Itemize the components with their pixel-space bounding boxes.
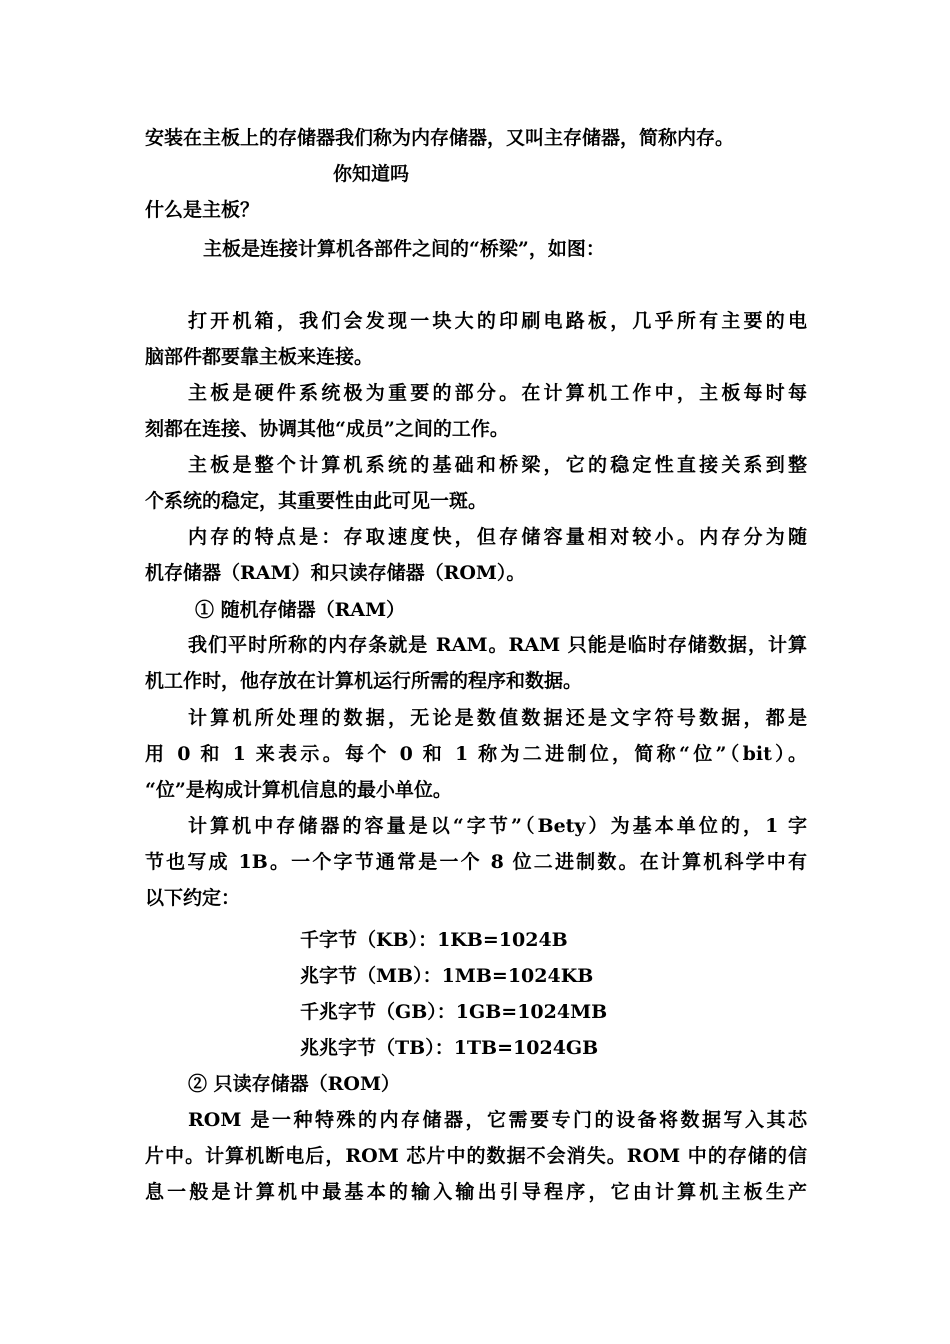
paragraph-line: 息一般是计算机中最基本的输入输出引导程序，它由计算机主板生产 <box>145 1181 807 1203</box>
paragraph-line: 以下约定： <box>145 887 241 909</box>
section-heading-did-you-know: 你知道吗 <box>333 163 410 185</box>
paragraph-line: 脑部件都要靠主板来连接。 <box>145 346 374 368</box>
ram-subheading: ① 随机存储器（RAM） <box>195 599 406 621</box>
paragraph-line: 片中。计算机断电后，ROM 芯片中的数据不会消失。ROM 中的存储的信 <box>145 1145 807 1167</box>
rom-subheading: ② 只读存储器（ROM） <box>188 1073 400 1095</box>
paragraph-line: 主板是整个计算机系统的基础和桥梁，它的稳定性直接关系到整 <box>188 454 807 476</box>
paragraph-line: 个系统的稳定，其重要性由此可见一斑。 <box>145 490 488 512</box>
paragraph-line: 刻都在连接、协调其他“成员”之间的工作。 <box>145 418 509 440</box>
paragraph-line: 机工作时，他存放在计算机运行所需的程序和数据。 <box>145 670 583 692</box>
paragraph-line: 内存的特点是：存取速度快，但存储容量相对较小。内存分为随 <box>188 526 807 548</box>
paragraph-line: 打开机箱，我们会发现一块大的印刷电路板，几乎所有主要的电 <box>188 310 807 332</box>
paragraph-line: 计算机所处理的数据，无论是数值数据还是文字符号数据，都是 <box>188 707 807 729</box>
paragraph-line: “位”是构成计算机信息的最小单位。 <box>145 779 452 801</box>
unit-mb: 兆字节（MB）：1MB=1024KB <box>300 965 594 987</box>
paragraph-line: 主板是硬件系统极为重要的部分。在计算机工作中，主板每时每 <box>188 382 807 404</box>
motherboard-bridge-sentence: 主板是连接计算机各部件之间的“桥梁”，如图： <box>203 238 605 260</box>
paragraph-line: 计算机中存储器的容量是以“字节”（Bety）为基本单位的，1 字 <box>188 815 807 837</box>
paragraph-line: 节也写成 1B。一个字节通常是一个 8 位二进制数。在计算机科学中有 <box>145 851 807 873</box>
paragraph-line: ROM 是一种特殊的内存储器，它需要专门的设备将数据写入其芯 <box>188 1109 807 1131</box>
unit-gb: 千兆字节（GB）：1GB=1024MB <box>300 1001 608 1023</box>
paragraph-line: 我们平时所称的内存条就是 RAM。RAM 只能是临时存储数据，计算 <box>188 634 807 656</box>
question-what-is-motherboard: 什么是主板？ <box>145 199 260 221</box>
paragraph-line: 机存储器（RAM）和只读存储器（ROM）。 <box>145 562 526 584</box>
intro-sentence: 安装在主板上的存储器我们称为内存储器，又叫主存储器，简称内存。 <box>145 127 735 149</box>
unit-kb: 千字节（KB）：1KB=1024B <box>300 929 568 951</box>
unit-tb: 兆兆字节（TB）：1TB=1024GB <box>300 1037 599 1059</box>
paragraph-line: 用 0 和 1 来表示。每个 0 和 1 称为二进制位，简称“位”（bit）。 <box>145 743 807 765</box>
